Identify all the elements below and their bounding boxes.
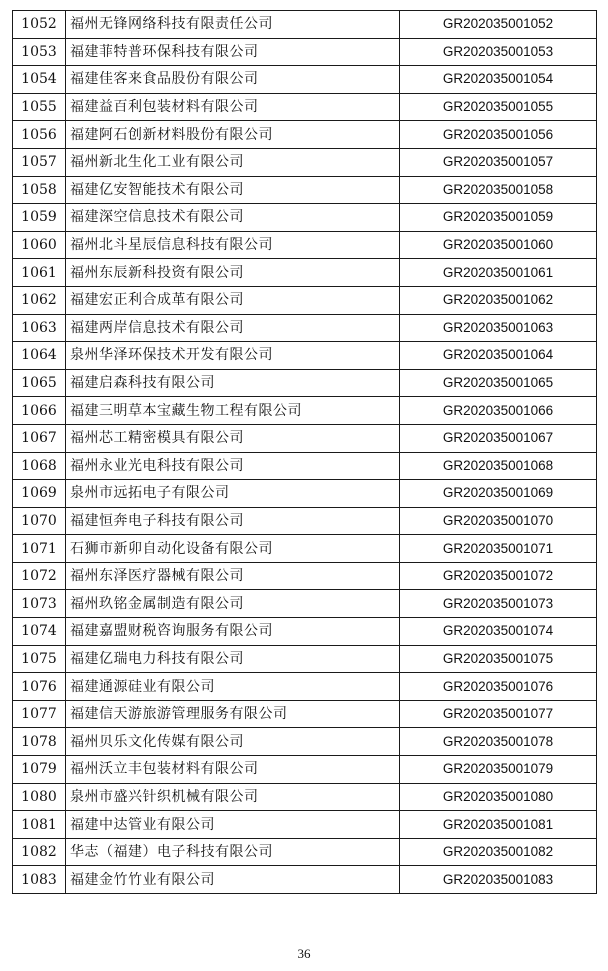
certificate-code-cell: GR202035001064 (400, 342, 597, 370)
row-number-cell: 1057 (13, 148, 66, 176)
table-row (13, 424, 597, 452)
certificate-code-cell: GR202035001057 (400, 148, 597, 176)
certificate-code-cell: GR202035001081 (400, 811, 597, 839)
certificate-code-cell: GR202035001078 (400, 728, 597, 756)
table-row (13, 231, 597, 259)
row-number-cell: 1083 (13, 866, 66, 894)
certificate-code-cell: GR202035001062 (400, 286, 597, 314)
company-name-cell: 福建益百利包装材料有限公司 (66, 93, 400, 121)
table-row (13, 397, 597, 425)
certificate-code-cell: GR202035001066 (400, 397, 597, 425)
row-number-cell: 1066 (13, 397, 66, 425)
certificate-code-cell: GR202035001055 (400, 93, 597, 121)
certificate-code-cell: GR202035001053 (400, 38, 597, 66)
table-row (13, 783, 597, 811)
certificate-code-cell: GR202035001083 (400, 866, 597, 894)
table-row (13, 811, 597, 839)
row-number-cell: 1064 (13, 342, 66, 370)
row-number-cell: 1054 (13, 66, 66, 94)
company-name-cell: 福建通源硅业有限公司 (66, 673, 400, 701)
row-number-cell: 1072 (13, 562, 66, 590)
table-row (13, 66, 597, 94)
certificate-code-cell: GR202035001058 (400, 176, 597, 204)
company-name-cell: 福建两岸信息技术有限公司 (66, 314, 400, 342)
table-row (13, 866, 597, 894)
table-row (13, 590, 597, 618)
company-name-cell: 福州东泽医疗器械有限公司 (66, 562, 400, 590)
certificate-code-cell: GR202035001070 (400, 507, 597, 535)
table-row (13, 535, 597, 563)
company-name-cell: 福建中达管业有限公司 (66, 811, 400, 839)
certificate-code-cell: GR202035001079 (400, 756, 597, 784)
certificate-code-cell: GR202035001065 (400, 369, 597, 397)
company-name-cell: 福建信天游旅游管理服务有限公司 (66, 700, 400, 728)
table-row (13, 507, 597, 535)
row-number-cell: 1078 (13, 728, 66, 756)
company-name-cell: 福建亿安智能技术有限公司 (66, 176, 400, 204)
row-number-cell: 1058 (13, 176, 66, 204)
company-name-cell: 福建金竹竹业有限公司 (66, 866, 400, 894)
row-number-cell: 1076 (13, 673, 66, 701)
certificate-code-cell: GR202035001076 (400, 673, 597, 701)
row-number-cell: 1055 (13, 93, 66, 121)
company-name-cell: 福州永业光电科技有限公司 (66, 452, 400, 480)
company-name-cell: 福州贝乐文化传媒有限公司 (66, 728, 400, 756)
company-name-cell: 泉州华泽环保技术开发有限公司 (66, 342, 400, 370)
row-number-cell: 1068 (13, 452, 66, 480)
certificate-code-cell: GR202035001068 (400, 452, 597, 480)
row-number-cell: 1073 (13, 590, 66, 618)
row-number-cell: 1071 (13, 535, 66, 563)
row-number-cell: 1069 (13, 480, 66, 508)
certificate-code-cell: GR202035001075 (400, 645, 597, 673)
company-name-cell: 福建阿石创新材料股份有限公司 (66, 121, 400, 149)
table-row (13, 838, 597, 866)
company-table (12, 10, 597, 894)
company-name-cell: 福建恒奔电子科技有限公司 (66, 507, 400, 535)
certificate-code-cell: GR202035001073 (400, 590, 597, 618)
certificate-code-cell: GR202035001054 (400, 66, 597, 94)
table-row (13, 342, 597, 370)
certificate-code-cell: GR202035001082 (400, 838, 597, 866)
row-number-cell: 1080 (13, 783, 66, 811)
table-row (13, 452, 597, 480)
company-name-cell: 福州北斗星辰信息科技有限公司 (66, 231, 400, 259)
row-number-cell: 1075 (13, 645, 66, 673)
certificate-code-cell: GR202035001061 (400, 259, 597, 287)
company-name-cell: 福建深空信息技术有限公司 (66, 204, 400, 232)
company-name-cell: 福州东辰新科投资有限公司 (66, 259, 400, 287)
company-name-cell: 福建宏正利合成革有限公司 (66, 286, 400, 314)
table-row (13, 121, 597, 149)
table-row (13, 11, 597, 39)
certificate-code-cell: GR202035001067 (400, 424, 597, 452)
row-number-cell: 1082 (13, 838, 66, 866)
company-name-cell: 福州玖铭金属制造有限公司 (66, 590, 400, 618)
certificate-code-cell: GR202035001060 (400, 231, 597, 259)
certificate-code-cell: GR202035001074 (400, 618, 597, 646)
company-name-cell: 福建菲特普环保科技有限公司 (66, 38, 400, 66)
company-name-cell: 石狮市新卯自动化设备有限公司 (66, 535, 400, 563)
table-row (13, 700, 597, 728)
certificate-code-cell: GR202035001052 (400, 11, 597, 39)
table-row (13, 562, 597, 590)
certificate-code-cell: GR202035001080 (400, 783, 597, 811)
table-row (13, 480, 597, 508)
table-row (13, 756, 597, 784)
row-number-cell: 1061 (13, 259, 66, 287)
company-name-cell: 泉州市远拓电子有限公司 (66, 480, 400, 508)
company-name-cell: 福建亿瑞电力科技有限公司 (66, 645, 400, 673)
company-name-cell: 福州新北生化工业有限公司 (66, 148, 400, 176)
company-name-cell: 福建嘉盟财税咨询服务有限公司 (66, 618, 400, 646)
certificate-code-cell: GR202035001056 (400, 121, 597, 149)
company-name-cell: 福建三明草本宝藏生物工程有限公司 (66, 397, 400, 425)
table-row (13, 259, 597, 287)
table-row (13, 369, 597, 397)
table-row (13, 176, 597, 204)
row-number-cell: 1067 (13, 424, 66, 452)
table-row (13, 286, 597, 314)
table-row (13, 38, 597, 66)
row-number-cell: 1070 (13, 507, 66, 535)
row-number-cell: 1062 (13, 286, 66, 314)
table-row (13, 314, 597, 342)
table-row (13, 204, 597, 232)
company-name-cell: 华志（福建）电子科技有限公司 (66, 838, 400, 866)
table-row (13, 618, 597, 646)
table-row (13, 673, 597, 701)
page-number: 36 (297, 946, 311, 961)
row-number-cell: 1060 (13, 231, 66, 259)
table-row (13, 728, 597, 756)
certificate-code-cell: GR202035001077 (400, 700, 597, 728)
table-body (13, 11, 597, 894)
row-number-cell: 1052 (13, 11, 66, 39)
company-name-cell: 泉州市盛兴针织机械有限公司 (66, 783, 400, 811)
company-name-cell: 福建佳客来食品股份有限公司 (66, 66, 400, 94)
row-number-cell: 1077 (13, 700, 66, 728)
certificate-code-cell: GR202035001063 (400, 314, 597, 342)
certificate-code-cell: GR202035001072 (400, 562, 597, 590)
table-row (13, 148, 597, 176)
company-name-cell: 福州沃立丰包装材料有限公司 (66, 756, 400, 784)
certificate-code-cell: GR202035001071 (400, 535, 597, 563)
row-number-cell: 1079 (13, 756, 66, 784)
row-number-cell: 1081 (13, 811, 66, 839)
certificate-code-cell: GR202035001069 (400, 480, 597, 508)
company-name-cell: 福州无锋网络科技有限责任公司 (66, 11, 400, 39)
table-row (13, 93, 597, 121)
row-number-cell: 1065 (13, 369, 66, 397)
company-name-cell: 福州芯工精密模具有限公司 (66, 424, 400, 452)
table-row (13, 645, 597, 673)
row-number-cell: 1059 (13, 204, 66, 232)
row-number-cell: 1053 (13, 38, 66, 66)
row-number-cell: 1056 (13, 121, 66, 149)
company-name-cell: 福建启森科技有限公司 (66, 369, 400, 397)
certificate-code-cell: GR202035001059 (400, 204, 597, 232)
row-number-cell: 1074 (13, 618, 66, 646)
row-number-cell: 1063 (13, 314, 66, 342)
